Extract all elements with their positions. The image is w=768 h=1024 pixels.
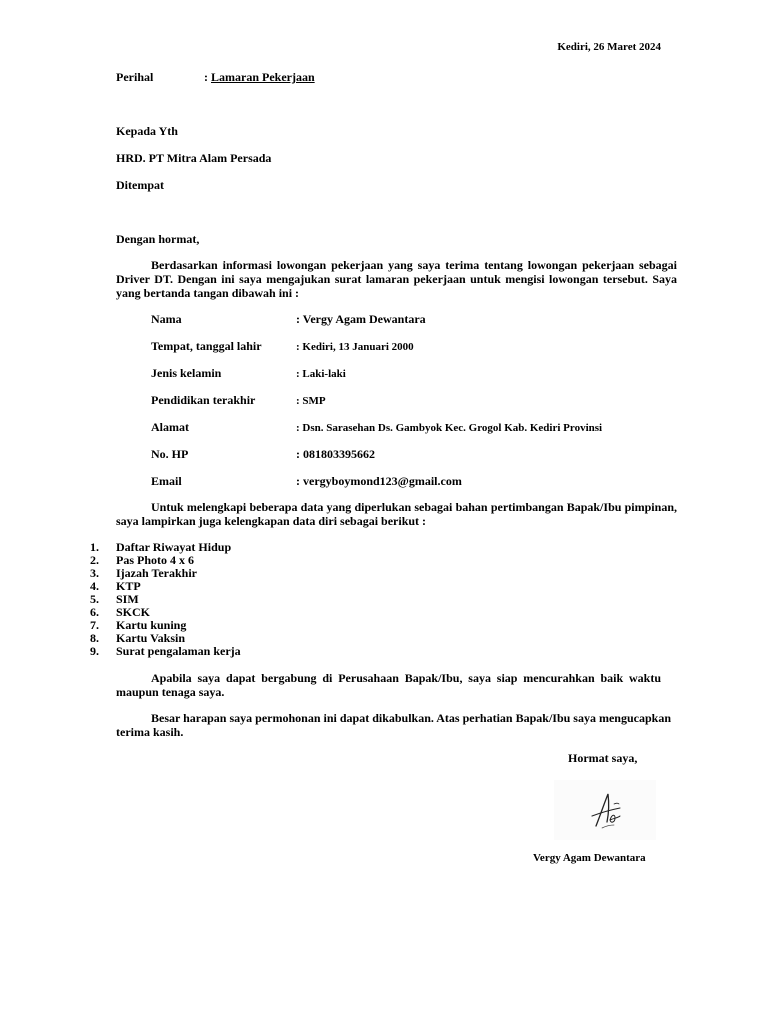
handwritten-signature-icon [554, 780, 656, 840]
list-number: 5. [90, 592, 99, 606]
field-value: : Kediri, 13 Januari 2000 [296, 341, 414, 353]
applicant-field-address [151, 420, 602, 435]
field-value: : Vergy Agam Dewantara [296, 312, 426, 326]
date-line: Kediri, 26 Maret 2024 [557, 41, 661, 53]
field-label: Email [151, 474, 182, 488]
field-label: Pendidikan terakhir [151, 393, 256, 407]
applicant-field-phone [151, 447, 375, 461]
recipient-line: Ditempat [116, 178, 164, 192]
list-item [90, 580, 241, 593]
list-number: 8. [90, 631, 99, 645]
signature-drawing [554, 780, 656, 840]
salutation: Dengan hormat, [116, 232, 200, 246]
perihal-label: Perihal [116, 70, 154, 84]
list-number: 9. [90, 644, 99, 658]
body-paragraph: Besar harapan saya permohonan ini dapat dikabulkan. Atas perhatian Bapak/Ibu saya mengucapkan terima kasih. [116, 711, 671, 739]
perihal-row [116, 70, 315, 84]
list-number: 7. [90, 618, 99, 632]
recipient-line: Kepada Yth [116, 124, 178, 138]
list-text: Surat pengalaman kerja [116, 644, 241, 658]
field-label: Nama [151, 312, 182, 326]
field-value: : SMP [296, 395, 326, 407]
list-item [90, 567, 241, 580]
list-text: SKCK [116, 605, 151, 619]
field-label: Jenis kelamin [151, 366, 222, 380]
body-paragraph: Untuk melengkapi beberapa data yang diperlukan sebagai bahan pertimbangan Bapak/Ibu pimpinan, saya lampirkan juga kelengkapan data diri sebagai berikut : [116, 500, 677, 528]
applicant-field-gender [151, 366, 346, 381]
applicant-field-email [151, 474, 462, 488]
body-paragraph: Berdasarkan informasi lowongan pekerjaan yang saya terima tentang lowongan pekerjaan sebagai Driver DT. Dengan ini saya mengajukan surat lamaran pekerjaan untuk mengisi lowongan tersebut. Saya yang bertanda tangan dibawah ini : [116, 258, 677, 300]
list-text: Kartu Vaksin [116, 631, 186, 645]
attachment-list [90, 541, 241, 658]
recipient-line: HRD. PT Mitra Alam Persada [116, 151, 272, 165]
list-number: 3. [90, 566, 99, 580]
list-number: 6. [90, 605, 99, 619]
list-text: KTP [116, 579, 141, 593]
field-value: : vergyboymond123@gmail.com [296, 474, 462, 488]
list-number: 4. [90, 579, 99, 593]
field-label: Tempat, tanggal lahir [151, 339, 262, 353]
applicant-field-birth [151, 339, 414, 354]
list-item [90, 645, 241, 658]
list-text: Daftar Riwayat Hidup [116, 540, 232, 554]
perihal-separator: : [204, 70, 211, 84]
list-text: Ijazah Terakhir [116, 566, 198, 580]
list-number: 1. [90, 540, 99, 554]
list-item [90, 593, 241, 606]
list-text: Pas Photo 4 x 6 [116, 553, 194, 567]
closing: Hormat saya, [568, 751, 638, 765]
field-label: Alamat [151, 420, 189, 434]
field-value: : Dsn. Sarasehan Ds. Gambyok Kec. Grogol Kab. Kediri Provinsi [296, 422, 603, 434]
field-label: No. HP [151, 447, 189, 461]
list-text: SIM [116, 592, 139, 606]
field-value: : Laki-laki [296, 368, 346, 380]
signer-name: Vergy Agam Dewantara [533, 852, 646, 864]
applicant-field-education [151, 393, 326, 408]
field-value: : 081803395662 [296, 447, 375, 461]
perihal-subject: Lamaran Pekerjaan [211, 70, 315, 84]
list-text: Kartu kuning [116, 618, 187, 632]
list-number: 2. [90, 553, 99, 567]
applicant-field-name [151, 312, 426, 326]
body-paragraph: Apabila saya dapat bergabung di Perusahaan Bapak/Ibu, saya siap mencurahkan baik waktu maupun tenaga saya. [116, 671, 661, 699]
